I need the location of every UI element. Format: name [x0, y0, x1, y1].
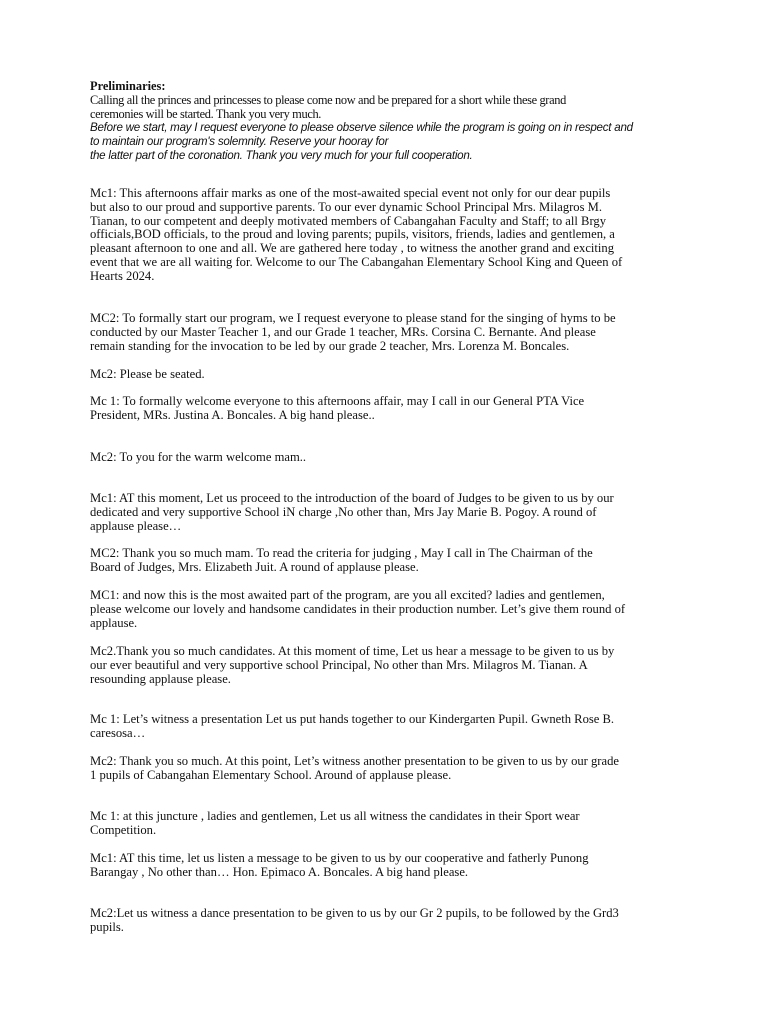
paragraph-line: pleasant afternoon to one and all. We are gathered here today , to witness the another grand and exciting — [90, 241, 614, 256]
paragraph-line: Mc1: This afternoons affair marks as one of the most-awaited special event not only for our dear pupils — [90, 186, 611, 200]
paragraph-line: Tianan, to our competent and deeply motivated members of Cabangahan Faculty and Staff; to all Brgy — [90, 213, 606, 228]
script-paragraph — [90, 492, 690, 533]
paragraph-line: applause. — [90, 615, 138, 630]
preliminaries-italic-line: Before we start, may I request everyone to please observe silence while the program is going on in respect and — [90, 121, 633, 135]
paragraph-line: Mc 1: To formally welcome everyone to this afternoons affair, may I call in our General PTA Vice — [90, 394, 585, 408]
script-paragraph — [90, 907, 690, 935]
script-paragraph — [90, 547, 690, 575]
script-paragraph — [90, 810, 690, 838]
script-paragraph — [90, 395, 690, 423]
paragraph-line: Mc1: AT this time, let us listen a message to be given to us by our cooperative and fatherly Punong — [90, 851, 589, 865]
paragraph-line: MC1: and now this is the most awaited part of the program, are you all excited? ladies and gentlemen, — [90, 588, 605, 602]
paragraph-line: Board of Judges, Mrs. Elizabeth Juit. A round of applause please. — [90, 559, 419, 574]
script-paragraph — [90, 755, 690, 783]
paragraph-line: but also to our proud and supportive parents. To our ever dynamic School Principal Mrs. Milagros M. — [90, 199, 603, 214]
paragraph-line: dedicated and very supportive School iN charge ,No other than, Mrs Jay Marie B. Pogoy. A round of — [90, 504, 597, 519]
paragraph-line: Barangay , No other than… Hon. Epimaco A. Boncales. A big hand please. — [90, 864, 469, 879]
paragraph-line: Mc2.Thank you so much candidates. At this moment of time, Let us hear a message to be given to us by — [90, 644, 615, 658]
paragraph-line: officials,BOD officials, to the proud and loving parents; pupils, visitors, friends, ladies and gentlemen, a — [90, 227, 615, 242]
preliminaries-line: ceremonies will be started. Thank you very much. — [90, 106, 322, 121]
paragraph-line: conducted by our Master Teacher 1, and our Grade 1 teacher, MRs. Corsina C. Bernante. And please — [90, 324, 596, 339]
paragraph-line: caresosa… — [90, 725, 146, 740]
paragraph-line: Hearts 2024. — [90, 268, 155, 283]
paragraph-line: resounding applause please. — [90, 671, 231, 686]
preliminaries-italic-line: the latter part of the coronation. Thank you very much for your full cooperation. — [90, 148, 473, 162]
paragraph-line: our ever beautiful and very supportive school Principal, No other than Mrs. Milagros M. Tianan. A — [90, 657, 588, 672]
paragraph-line: Mc2: Please be seated. — [90, 367, 205, 381]
preliminaries-section — [90, 80, 690, 163]
paragraph-line: Mc1: AT this moment, Let us proceed to the introduction of the board of Judges to be given to us by our — [90, 491, 614, 505]
paragraph-line: Competition. — [90, 822, 157, 837]
script-paragraph — [90, 312, 690, 353]
script-paragraph — [90, 451, 690, 465]
script-paragraph — [90, 713, 690, 741]
paragraph-line: 1 pupils of Cabangahan Elementary School. Around of applause please. — [90, 767, 452, 782]
script-paragraph — [90, 187, 690, 284]
paragraph-line: MC2: To formally start our program, we I request everyone to please stand for the singing of hyms to be — [90, 311, 616, 325]
script-paragraph — [90, 852, 690, 880]
paragraph-line: Mc2: Thank you so much. At this point, Let’s witness another presentation to be given to us by our grade — [90, 754, 619, 768]
preliminaries-heading: Preliminaries: — [90, 79, 166, 93]
paragraph-line: Mc2: To you for the warm welcome mam.. — [90, 450, 307, 464]
paragraph-line: President, MRs. Justina A. Boncales. A big hand please.. — [90, 407, 375, 422]
preliminaries-italic-line: to maintain our program's solemnity. Reserve your hooray for — [90, 135, 389, 149]
preliminaries-line: Calling all the princes and princesses to please come now and be prepared for a short while these grand — [90, 92, 566, 107]
paragraph-line: remain standing for the invocation to be led by our grade 2 teacher, Mrs. Lorenza M. Boncales. — [90, 338, 570, 353]
paragraph-line: Mc 1: at this juncture , ladies and gentlemen, Let us all witness the candidates in their Sport wear — [90, 809, 580, 823]
script-paragraph — [90, 589, 690, 630]
script-paragraph — [90, 368, 690, 382]
paragraph-line: please welcome our lovely and handsome candidates in their production number. Let’s give them round of — [90, 601, 626, 616]
paragraph-line: Mc2:Let us witness a dance presentation to be given to us by our Gr 2 pupils, to be followed by the Grd3 — [90, 906, 619, 920]
paragraph-line: pupils. — [90, 919, 124, 934]
paragraph-line: Mc 1: Let’s witness a presentation Let us put hands together to our Kindergarten Pupil. Gwneth Rose B. — [90, 712, 615, 726]
paragraph-line: event that we are all waiting for. Welcome to our The Cabangahan Elementary School King and Queen of — [90, 254, 623, 269]
paragraph-line: MC2: Thank you so much mam. To read the criteria for judging , May I call in The Chairman of the — [90, 546, 593, 560]
script-paragraph — [90, 645, 690, 686]
paragraph-line: applause please… — [90, 518, 182, 533]
